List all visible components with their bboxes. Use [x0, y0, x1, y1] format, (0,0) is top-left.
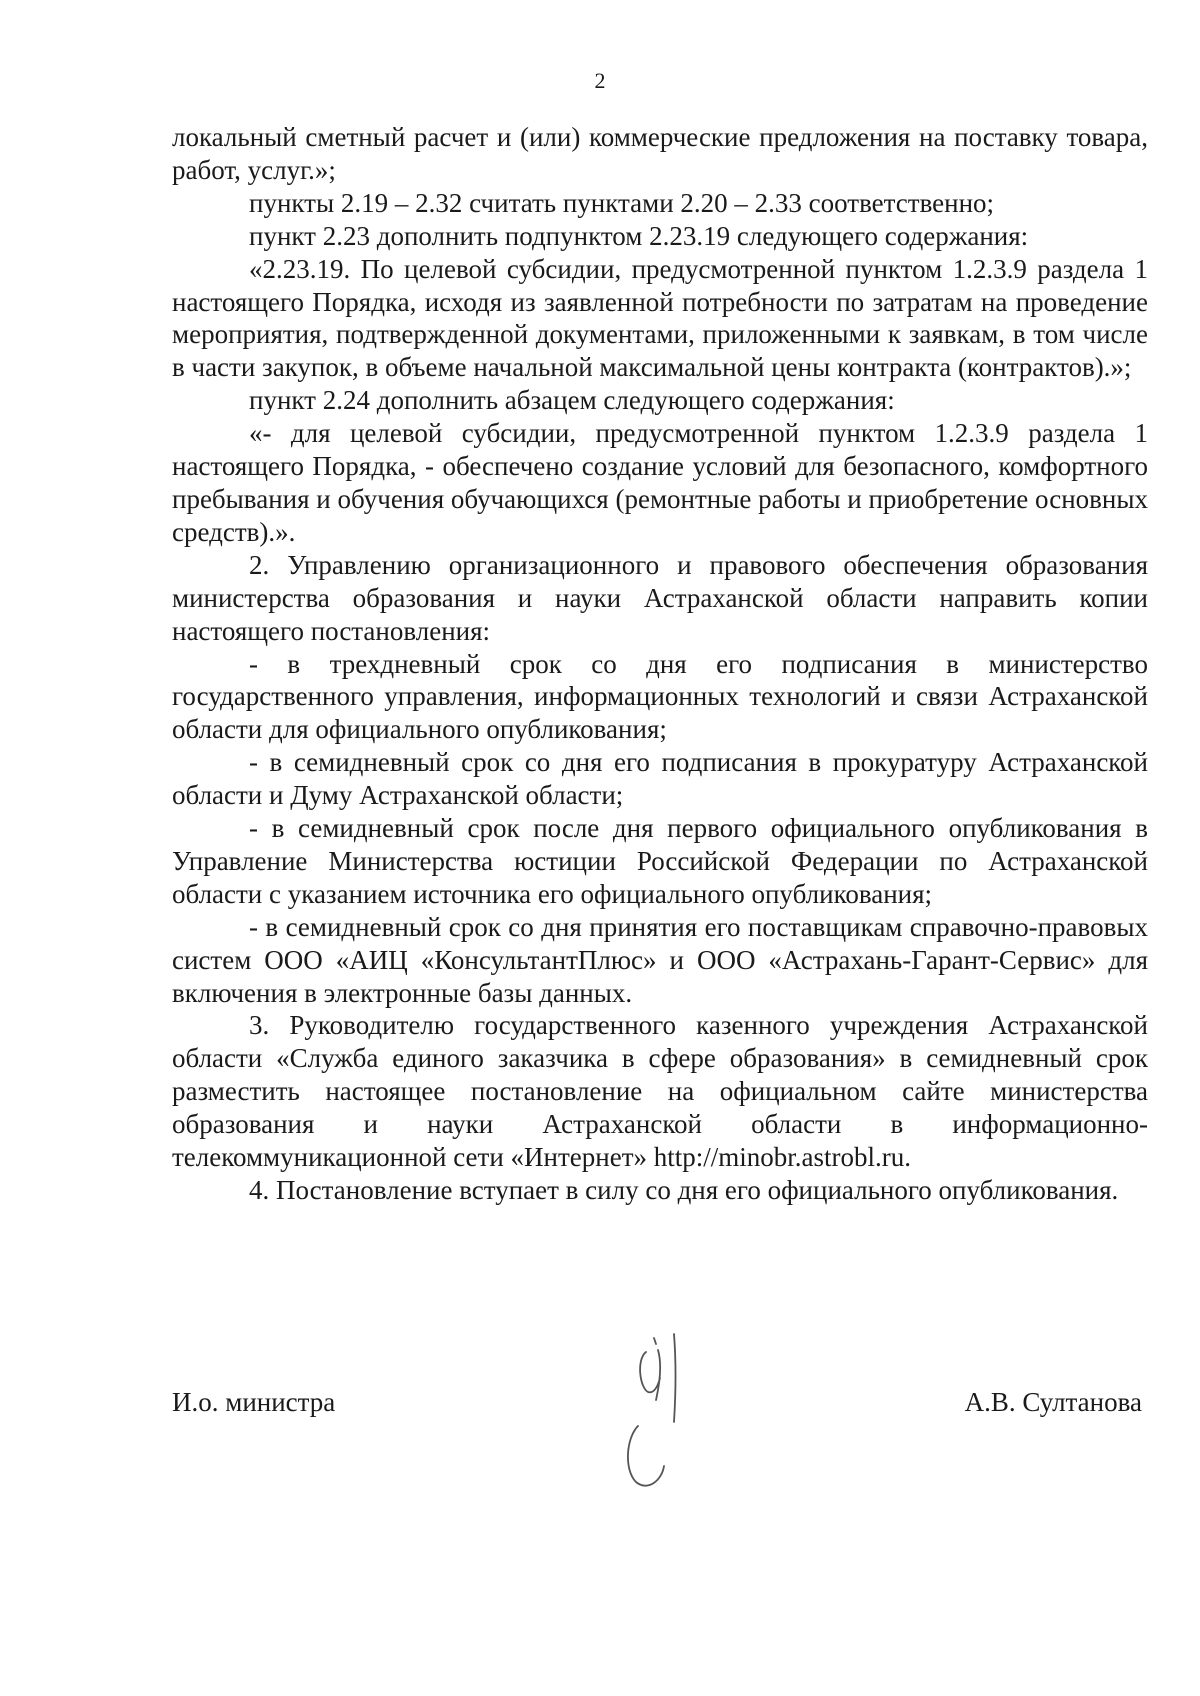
paragraph: - в трехдневный срок со дня его подписания в министерство государственного управления, информационных технологий и связи Астраханской области для официального опубликования;: [172, 648, 1148, 745]
paragraph: - в семидневный срок после дня первого официального опубликования в Управление Министерства юстиции Российской Федерации по Астраханской области с указанием источника его официального опубликования;: [172, 813, 1148, 909]
paragraph: 3. Руководителю государственного казенного учреждения Астраханской области «Служба единого заказчика в сфере образования» в семидневный срок разместить настоящее постановление на официальном сайте министерства образования и науки Астраханской области в информационно-телекоммуникационной сети «Интернет» http://minobr.astrobl.ru.: [172, 1010, 1148, 1173]
paragraph: - в семидневный срок со дня его подписания в прокуратуру Астраханской области и Думу Астраханской области;: [172, 747, 1148, 811]
signatory-name: А.В. Султанова: [964, 1387, 1142, 1417]
paragraph: 4. Постановление вступает в силу со дня его официального опубликования.: [249, 1175, 1119, 1205]
paragraph: «- для целевой субсидии, предусмотренной пунктом 1.2.3.9 раздела 1 настоящего Порядка, - обеспечено создание условий для безопасного, комфортного пребывания и обучения обучающихся (ремонтные работы и приобретение основных средств).».: [172, 418, 1148, 547]
handwritten-signature: [618, 1330, 718, 1500]
paragraph: пункт 2.23 дополнить подпунктом 2.23.19 следующего содержания:: [249, 220, 1029, 251]
signatory-title: И.о. министра: [172, 1387, 336, 1417]
paragraph: - в семидневный срок со дня принятия его поставщикам справочно-правовых систем ООО «АИЦ «КонсультантПлюс» и ООО «Астрахань-Гарант-Сервис» для включения в электронные базы данных.: [172, 911, 1148, 1008]
paragraph: 2. Управлению организационного и правового обеспечения образования министерства образования и науки Астраханской области направить копии настоящего постановления:: [172, 549, 1148, 646]
paragraph: локальный сметный расчет и (или) коммерческие предложения на поставку товара, работ, услуг.»;: [172, 122, 1148, 185]
paragraph: пункты 2.19 – 2.32 считать пунктами 2.20 – 2.33 соответственно;: [249, 187, 995, 218]
document-body: [172, 121, 1148, 1207]
page-number: 2: [594, 68, 606, 93]
paragraph: «2.23.19. По целевой субсидии, предусмотренной пунктом 1.2.3.9 раздела 1 настоящего Порядка, исходя из заявленной потребности по затратам на проведение мероприятия, подтвержденной документами, приложенными к заявкам, в том числе в части закупок, в объеме начальной максимальной цены контракта (контрактов).»;: [172, 253, 1148, 383]
paragraph: пункт 2.24 дополнить абзацем следующего содержания:: [249, 385, 895, 416]
